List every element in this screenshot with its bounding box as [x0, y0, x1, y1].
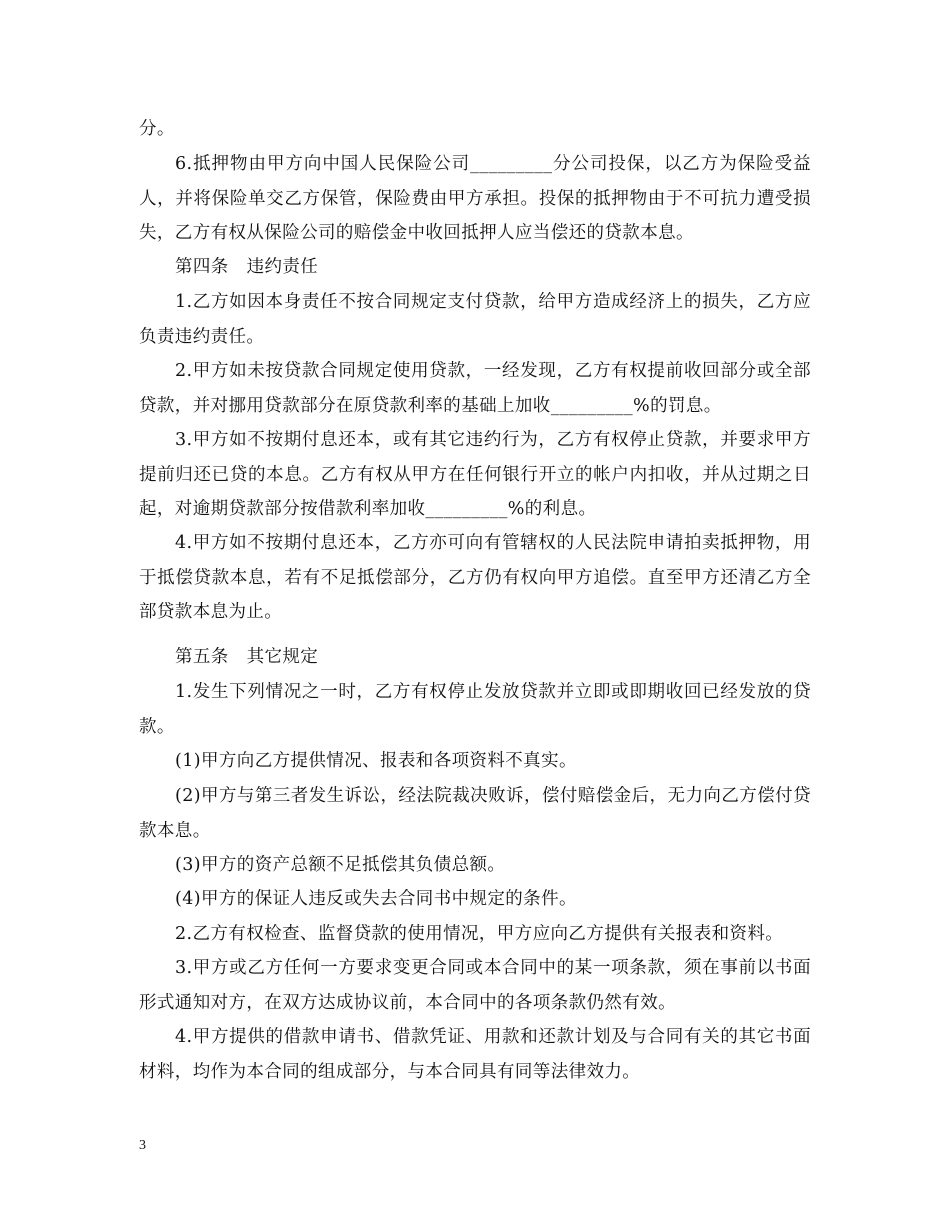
paragraph-clause-5-1: 1.发生下列情况之一时，乙方有权停止发放贷款并立即或即期收回已经发放的贷款。 [139, 682, 811, 737]
paragraph-subitem-4: (4)甲方的保证人违反或失去合同书中规定的条件。 [175, 889, 577, 909]
page-number: 3 [139, 1138, 146, 1153]
paragraph-clause-4-1: 1.乙方如因本身责任不按合同规定支付贷款，给甲方造成经济上的损失，乙方应负责违约责任。 [139, 292, 811, 347]
paragraph-clause-4-2: 2.甲方如未按贷款合同规定使用贷款，一经发现，乙方有权提前收回部分或全部贷款，并对挪用贷款部分在原贷款利率的基础上加收_________%的罚息。 [139, 361, 811, 416]
paragraph-clause-3-6: 6.抵押物由甲方向中国人民保险公司_________分公司投保，以乙方为保险受益人，并将保险单交乙方保管，保险费由甲方承担。投保的抵押物由于不可抗力遭受损失，乙方有权从保险公司的赔偿金中收回抵押人应当偿还的贷款本息。 [139, 154, 811, 243]
paragraph-clause-5-3: 3.甲方或乙方任何一方要求变更合同或本合同中的某一项条款，须在事前以书面形式通知对方，在双方达成协议前，本合同中的各项条款仍然有效。 [139, 958, 811, 1013]
paragraph-subitem-3: (3)甲方的资产总额不足抵偿其负债总额。 [175, 855, 506, 875]
section-heading-article-5: 第五条 其它规定 [175, 647, 319, 667]
paragraph-clause-4-4: 4.甲方如不按期付息还本，乙方亦可向有管辖权的人民法院申请拍卖抵押物，用于抵偿贷款本息，若有不足抵偿部分，乙方仍有权向甲方追偿。直至甲方还清乙方全部贷款本息为止。 [139, 533, 811, 622]
paragraph-clause-5-4: 4.甲方提供的借款申请书、借款凭证、用款和还款计划及与合同有关的其它书面材料，均作为本合同的组成部分，与本合同具有同等法律效力。 [139, 1027, 811, 1082]
paragraph-subitem-2: (2)甲方与第三者发生诉讼，经法院裁决败诉，偿付赔偿金后，无力向乙方偿付贷款本息。 [139, 786, 811, 841]
paragraph-clause-5-2: 2.乙方有权检查、监督贷款的使用情况，甲方应向乙方提供有关报表和资料。 [175, 924, 784, 944]
paragraph-subitem-1: (1)甲方向乙方提供情况、报表和各项资料不真实。 [175, 751, 577, 771]
paragraph-continuation: 分。 [139, 119, 175, 139]
paragraph-clause-4-3: 3.甲方如不按期付息还本，或有其它违约行为，乙方有权停止贷款，并要求甲方提前归还已贷的本息。乙方有权从甲方在任何银行开立的帐户内扣收，并从过期之日起，对逾期贷款部分按借款利率加收_________%的利息。 [139, 430, 811, 519]
section-heading-article-4: 第四条 违约责任 [175, 257, 319, 277]
